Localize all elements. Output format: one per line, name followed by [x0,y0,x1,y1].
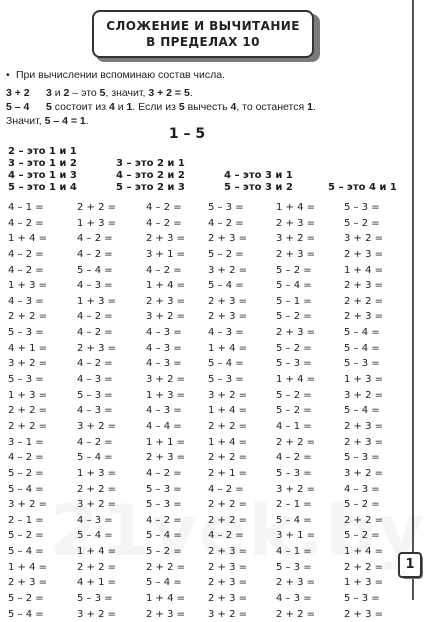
intro-part: состоит из [51,101,109,113]
math-problem: 2 + 3 = [146,452,186,464]
math-problem: 4 – 2 = [77,233,113,245]
math-problem: 2 + 2 = [344,295,384,307]
math-problem: 1 + 4 = [8,233,48,245]
math-problem: 3 + 2 = [77,608,117,620]
math-problem: 3 + 2 = [276,483,316,495]
composition-item: 5 – это 1 и 4 [8,182,77,193]
number-range-heading: 1 – 5 [168,126,206,142]
math-problem: 5 – 4 = [276,514,312,526]
math-problem: 5 – 3 = [344,358,380,370]
math-problem: 3 + 2 = [344,467,384,479]
intro-line-2 [6,86,193,100]
math-problem: 4 + 1 = [8,342,48,354]
math-problem: 5 – 2 = [276,311,312,323]
math-problem: 4 – 3 = [77,405,113,417]
math-problem: 3 + 2 = [8,358,48,370]
bullet-icon: • [6,69,10,81]
title-box [92,10,314,58]
math-problem: 4 – 1 = [276,420,312,432]
intro-part: 1 [126,101,133,113]
math-problem: 5 – 3 = [208,202,244,213]
math-problem: 4 – 2 = [77,436,113,448]
math-problem: 1 + 4 = [208,342,248,354]
math-problem: 3 + 2 = [77,499,117,511]
math-problem: 5 – 4 = [77,452,113,464]
math-problem: 4 – 3 = [208,327,244,339]
math-problem: 5 – 2 = [8,593,44,605]
composition-item: 2 – это 1 и 1 [8,146,77,157]
math-problem: 5 – 3 = [146,483,182,495]
math-problem: 5 – 4 = [77,264,113,276]
math-problem: 5 – 3 = [77,389,113,401]
intro-part: 4 [230,101,237,113]
math-problem: 4 – 3 = [77,374,113,386]
intro-part: и [51,87,64,99]
math-problem: 4 – 2 = [146,217,182,229]
math-problem: 4 – 4 = [146,420,182,432]
math-problem: 2 + 1 = [208,467,248,479]
math-problem: 3 + 2 = [276,233,316,245]
composition-item: 3 – это 2 и 1 [116,158,185,169]
math-problem: 4 – 2 = [77,248,113,260]
math-problem: 5 – 2 = [344,499,380,511]
math-problem: 5 – 2 = [276,389,312,401]
composition-item: 4 – это 3 и 1 [224,170,293,181]
math-problem: 2 + 2 = [77,561,117,573]
math-problem: 4 – 2 = [8,217,44,229]
intro-part: и [114,101,127,113]
math-problem: 4 – 2 = [208,483,244,495]
math-problem: 5 – 4 = [208,358,244,370]
math-problem: 1 + 3 = [344,577,384,589]
math-problem: 3 + 2 = [208,264,248,276]
math-problem: 1 + 3 = [146,389,186,401]
math-problem: 2 + 3 = [146,233,186,245]
math-problem: 5 – 3 = [146,499,182,511]
intro-part: – это [69,87,100,99]
math-problem: 2 + 3 = [208,311,248,323]
math-problem: 3 + 2 = [146,311,186,323]
intro-part: 5 [99,87,106,99]
math-problem: 2 + 2 = [208,452,248,464]
math-problem: 1 + 3 = [77,217,117,229]
math-problem: 2 + 2 = [208,499,248,511]
math-problem: 5 – 3 = [8,374,44,386]
math-problem: 3 + 2 = [208,389,248,401]
intro-part: 5 [178,101,185,113]
math-problem: 2 + 3 = [276,217,316,229]
math-problem: 5 – 2 = [8,530,44,542]
math-problem: 2 + 3 = [344,311,384,323]
title-line-1: СЛОЖЕНИЕ И ВЫЧИТАНИЕ [106,19,300,33]
watermark [50,490,425,572]
math-problem: 5 – 2 = [276,342,312,354]
math-problem: 1 + 4 = [344,264,384,276]
math-problem: 5 – 4 = [8,546,44,558]
math-problem: 2 – 1 = [276,499,312,511]
math-problem: 3 + 2 = [208,608,248,620]
intro-part: 5 [46,101,52,113]
intro-part: . [85,115,89,127]
math-problem: 1 + 4 = [344,546,384,558]
math-problem: 4 + 1 = [77,577,117,589]
math-problem: 1 + 3 = [344,374,384,386]
math-problem: 2 + 2 = [276,436,316,448]
math-problem: 5 – 2 = [208,248,244,260]
page-number: 1 [398,552,422,578]
math-problem: 3 + 2 = [77,420,117,432]
intro-part: 4 [108,101,115,113]
math-problem: 4 – 3 = [276,593,312,605]
math-problem: 2 + 3 = [276,248,316,260]
math-problem: 4 – 2 = [208,530,244,542]
page-number-badge [398,552,424,580]
math-problem: 4 – 2 = [77,311,113,323]
math-problem: 5 – 2 = [276,264,312,276]
math-problem: 5 – 3 = [276,358,312,370]
math-problem: 2 – 1 = [8,514,44,526]
math-problem: 2 + 2 = [8,311,48,323]
example-2: 5 – 4 [6,101,30,113]
math-problem: 4 – 2 = [208,217,244,229]
math-problem: 5 – 3 = [344,452,380,464]
math-problem: 2 + 3 = [344,280,384,292]
math-problem: 2 + 2 = [77,483,117,495]
math-problem: 5 – 4 = [8,608,44,620]
math-problem: 2 + 2 = [208,514,248,526]
math-problem: 2 + 2 = [276,608,316,620]
math-problem: 5 – 3 = [344,202,380,213]
math-problem: 2 + 3 = [208,593,248,605]
math-problem: 4 – 2 = [77,358,113,370]
math-problem: 4 – 3 = [146,405,182,417]
math-problem: 2 + 3 = [208,295,248,307]
math-problem: 3 + 1 = [146,248,186,260]
math-problem: 4 – 1 = [276,546,312,558]
math-problem: 2 + 3 = [208,546,248,558]
math-problem: 2 + 3 = [208,561,248,573]
title-banner [92,10,320,62]
math-problem: 2 + 3 = [146,608,186,620]
math-problem: 1 + 4 = [276,374,316,386]
math-problem: 2 + 3 = [276,577,316,589]
math-problem: 5 – 4 = [344,327,380,339]
intro-part: Значит, [6,115,45,127]
intro-line-3 [6,100,316,114]
title-line-2: В ПРЕДЕЛАХ 10 [146,35,260,49]
math-problem: 1 + 4 = [146,280,186,292]
math-problem: 4 – 1 = [8,202,44,213]
math-problem: 1 + 4 = [146,593,186,605]
math-problem: 5 – 3 = [276,561,312,573]
math-problem: 4 – 2 = [8,452,44,464]
math-problem: 3 + 2 = [8,499,48,511]
math-problem: 5 – 3 = [276,467,312,479]
math-problem: 2 + 3 = [344,248,384,260]
math-problem: 4 – 3 = [77,280,113,292]
math-problem: 5 – 4 = [146,577,182,589]
math-problem: 4 – 2 = [146,202,182,213]
math-problem: 1 + 3 = [77,295,117,307]
math-problem: 2 + 2 = [146,561,186,573]
math-problem: 2 + 3 = [146,295,186,307]
math-problem: 4 – 2 = [8,264,44,276]
math-problem: 2 + 3 = [8,577,48,589]
math-problem: 1 + 4 = [208,405,248,417]
math-problem: 5 – 2 = [8,467,44,479]
math-problem: 5 – 4 = [8,483,44,495]
math-problem: 5 – 4 = [208,280,244,292]
composition-item: 5 – это 2 и 3 [116,182,185,193]
math-problem: 2 + 3 = [77,342,117,354]
intro-text-1: При вычислении вспоминаю состав числа. [16,69,225,81]
math-problem: 3 + 2 = [344,389,384,401]
math-problem: 2 + 2 = [344,514,384,526]
intro-part: 2 [63,87,70,99]
math-problem: 5 – 2 = [276,405,312,417]
math-problem: 2 + 3 = [208,233,248,245]
composition-item: 4 – это 2 и 2 [116,170,185,181]
math-problem: 4 – 2 = [8,248,44,260]
math-problem: 5 – 2 = [344,217,380,229]
intro-part: 3 + 2 = 5 [148,87,190,99]
composition-item: 5 – это 4 и 1 [328,182,397,193]
math-problem: 2 + 3 = [344,436,384,448]
math-problem: 4 – 2 = [146,264,182,276]
math-problem: 4 – 3 = [146,358,182,370]
math-problem: 3 + 1 = [276,530,316,542]
math-problem: 1 + 3 = [8,389,48,401]
intro-part: , значит, [105,87,149,99]
math-problem: 4 – 3 = [8,295,44,307]
math-problem: 2 + 2 = [208,420,248,432]
math-problem: 2 + 3 = [208,577,248,589]
math-problem: 5 – 1 = [276,295,312,307]
math-problem: 5 – 4 = [146,530,182,542]
math-problem: 3 – 1 = [8,436,44,448]
math-problem: 2 + 2 = [77,202,117,213]
math-problem: 1 + 3 = [77,467,117,479]
math-problem: 4 – 2 = [77,327,113,339]
math-problem: 5 – 3 = [8,327,44,339]
math-problem: 1 + 4 = [208,436,248,448]
math-problem: 5 – 2 = [146,546,182,558]
intro-part: 3 [46,87,52,99]
composition-item: 5 – это 3 и 2 [224,182,293,193]
math-problem: 5 – 3 = [208,374,244,386]
math-problem: 1 + 4 = [276,202,316,213]
math-problem: 2 + 2 = [8,420,48,432]
intro-part: . [312,101,316,113]
math-problem: 2 + 2 = [8,405,48,417]
math-problem: 1 + 1 = [146,436,186,448]
intro-line-1 [6,68,225,82]
intro-part: вычесть [184,101,231,113]
intro-part: , то останется [236,101,308,113]
math-problem: 4 – 2 = [146,514,182,526]
math-problem: 4 – 3 = [77,514,113,526]
math-problem: 2 + 3 = [344,608,384,620]
math-problem: 3 + 2 = [344,233,384,245]
math-problem: 3 + 2 = [146,374,186,386]
math-problem: 5 – 4 = [344,405,380,417]
math-problem: 2 + 3 = [276,327,316,339]
math-problem: 2 + 2 = [344,561,384,573]
intro-part: 1 [307,101,313,113]
math-problem: 4 – 2 = [276,452,312,464]
math-problem: 5 – 3 = [344,593,380,605]
math-problem: 5 – 3 = [77,593,113,605]
intro-part: 5 – 4 = 1 [44,115,86,127]
intro-part: . [189,87,193,99]
intro-part: . Если из [132,101,179,113]
math-problem: 5 – 4 = [276,280,312,292]
math-problem: 1 + 4 = [77,546,117,558]
math-problem: 4 – 3 = [146,327,182,339]
math-problem: 5 – 4 = [77,530,113,542]
math-problem: 4 – 3 = [344,483,380,495]
math-problem: 1 + 4 = [8,561,48,573]
math-problem: 2 + 3 = [344,420,384,432]
math-problem: 4 – 2 = [146,467,182,479]
composition-item: 3 – это 1 и 2 [8,158,77,169]
example-1: 3 + 2 [6,87,30,99]
composition-item: 4 – это 1 и 3 [8,170,77,181]
math-problem: 5 – 2 = [344,530,380,542]
math-problem: 1 + 3 = [8,280,48,292]
math-problem: 4 – 3 = [146,342,182,354]
math-problem: 5 – 4 = [344,342,380,354]
